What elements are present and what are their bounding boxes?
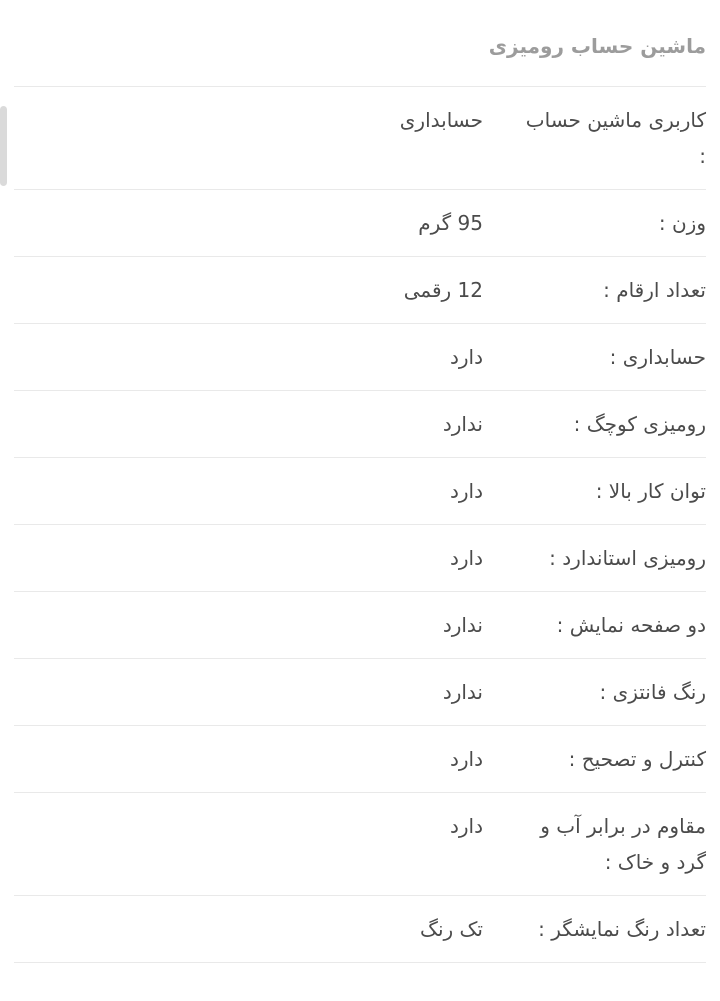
spec-label: وزن : <box>658 211 706 235</box>
spec-row <box>14 190 706 257</box>
spec-value: دارد <box>449 479 483 503</box>
spec-label: رنگ فانتزی : <box>599 680 706 704</box>
spec-row <box>14 87 706 190</box>
spec-label: توان کار بالا : <box>595 479 706 503</box>
spec-value: ندارد <box>442 412 483 436</box>
spec-row <box>14 324 706 391</box>
spec-label: تعداد ارقام : <box>603 278 706 302</box>
spec-label: رومیزی کوچگ : <box>573 412 706 436</box>
spec-value: دارد <box>449 546 483 570</box>
spec-label: کاربری ماشین حساب : <box>525 108 706 168</box>
spec-value: 12 رقمی <box>403 278 483 302</box>
page-title: ماشین حساب رومیزی <box>14 0 706 87</box>
spec-label: دو صفحه نمایش : <box>556 613 706 637</box>
spec-label: کنترل و تصحیح : <box>568 747 706 771</box>
spec-table <box>14 87 706 963</box>
spec-row <box>14 726 706 793</box>
spec-label: تعداد رنگ نمایشگر : <box>538 917 706 941</box>
spec-row <box>14 592 706 659</box>
spec-value: دارد <box>449 747 483 771</box>
spec-value: 95 گرم <box>418 211 483 235</box>
spec-label: رومیزی استاندارد : <box>549 546 706 570</box>
spec-value: دارد <box>449 814 483 838</box>
spec-row <box>14 458 706 525</box>
spec-row <box>14 525 706 592</box>
spec-label: حسابداری : <box>609 345 706 369</box>
spec-value: حسابداری <box>399 108 483 132</box>
spec-value: دارد <box>449 345 483 369</box>
spec-label: مقاوم در برابر آب و گرد و خاک : <box>540 814 706 874</box>
spec-row <box>14 896 706 963</box>
spec-value: تک رنگ <box>420 917 483 941</box>
spec-row <box>14 659 706 726</box>
spec-content <box>14 0 706 963</box>
spec-row <box>14 391 706 458</box>
scrollbar-thumb[interactable] <box>0 106 7 186</box>
spec-row <box>14 793 706 896</box>
spec-value: ندارد <box>442 613 483 637</box>
spec-row <box>14 257 706 324</box>
spec-value: ندارد <box>442 680 483 704</box>
